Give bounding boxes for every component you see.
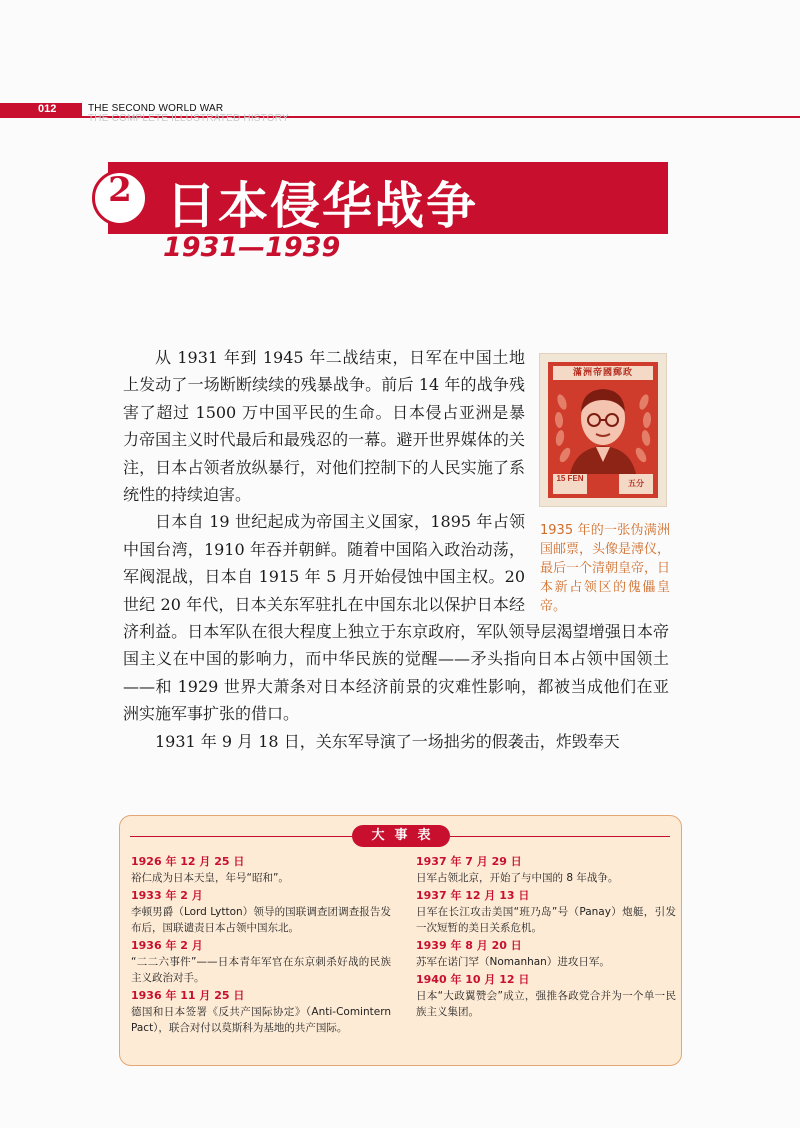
event-date: 1936 年 11 月 25 日 <box>131 989 245 1002</box>
event-text: 裕仁成为日本天皇，年号“昭和”。 <box>131 872 289 884</box>
chapter-years: 1931—1939 <box>163 232 341 263</box>
event-text: 苏军在诺门罕（Nomanhan）进攻日军。 <box>416 956 610 968</box>
chronology-event <box>131 937 391 986</box>
event-text: 德国和日本签署《反共产国际协定》（Anti-Comintern Pact），联合对付以莫斯科为基地的共产国际。 <box>131 1006 391 1034</box>
event-date: 1937 年 12 月 13 日 <box>416 889 530 902</box>
event-date: 1933 年 2 月 <box>131 889 203 902</box>
paragraph: 日本自 19 世纪起成为帝国主义国家，1895 年占领中国台湾，1910 年吞并朝鲜。随着中国陷入政治动荡，军阀混战，日本自 1915 年 5 月开始侵蚀中国主权。20 世纪 20 年代，日本关东军驻扎在中国东北以保护日本经济利益。日本军队在很大程度上独立于东京政府，军队领导层渴望增强日本帝国主义在中国的影响力，而中华民族的觉醒——矛头指向日本占领中国领土——和 1929 世界大萧条对日本经济前景的灾难性影响，都被当成他们在亚洲实施军事扩张的借口。 <box>123 512 669 724</box>
chapter-number: 2 <box>108 170 132 210</box>
stamp-caption: 1935 年的一张伪满洲国邮票，头像是溥仪，最后一个清朝皇帝，日本新占领区的傀儡皇帝。 <box>540 523 671 614</box>
series-subtitle: THE COMPLETE ILLUSTRATED HISTORY <box>88 113 289 124</box>
paragraph: 从 1931 年到 1945 年二战结束，日军在中国土地上发动了一场断断续续的残暴战争。前后 14 年的战争残害了超过 1500 万中国平民的生命。日本侵占亚洲是暴力帝国主义时代最后和最残忍的一幕。避开世界媒体的关注，日本占领者放纵暴行，对他们控制下的人民实施了系统性的持续迫害。 <box>123 348 525 505</box>
chronology-rule-right <box>450 836 670 837</box>
chronology-box <box>119 815 682 1066</box>
chronology-right-column <box>416 853 676 1021</box>
event-text: “二二六事件”——日本青年军官在东京刺杀好战的民族主义政治对手。 <box>131 956 391 984</box>
chronology-event <box>416 937 676 970</box>
event-text: 日军占领北京，开始了与中国的 8 年战争。 <box>416 872 619 884</box>
stamp-value-right: 五分 <box>619 474 653 494</box>
chronology-event <box>416 853 676 886</box>
event-text: 日本“大政翼赞会”成立，强推各政党合并为一个单一民族主义集团。 <box>416 990 676 1018</box>
stamp-value-left: 15 FEN <box>553 474 587 494</box>
stamp-top-text: 滿洲帝國郵政 <box>553 366 653 380</box>
chronology-left-column <box>131 853 391 1037</box>
stamp-image <box>540 354 666 506</box>
chronology-rule-left <box>130 836 352 837</box>
event-date: 1939 年 8 月 20 日 <box>416 939 522 952</box>
paragraph: 1931 年 9 月 18 日，关东军导演了一场拙劣的假袭击，炸毁奉天 <box>155 731 620 751</box>
chronology-event <box>416 887 676 936</box>
chronology-event <box>131 853 391 886</box>
chronology-heading: 大事表 <box>352 825 450 847</box>
page-number: 012 <box>38 103 57 115</box>
chronology-event <box>131 887 391 936</box>
event-date: 1936 年 2 月 <box>131 939 203 952</box>
chronology-event <box>131 987 391 1036</box>
chronology-event <box>416 971 676 1020</box>
event-date: 1926 年 12 月 25 日 <box>131 855 245 868</box>
event-text: 日军在长江攻击美国“班乃岛”号（Panay）炮艇，引发一次短暂的美日关系危机。 <box>416 906 676 934</box>
event-date: 1937 年 7 月 29 日 <box>416 855 522 868</box>
stamp-frame <box>548 362 658 498</box>
chapter-title: 日本侵华战争 <box>166 177 478 235</box>
event-date: 1940 年 10 月 12 日 <box>416 973 530 986</box>
event-text: 李顿男爵（Lord Lytton）领导的国联调查团调查报告发布后，国联谴责日本占领中国东北。 <box>131 906 391 934</box>
series-title: THE SECOND WORLD WAR <box>88 103 224 114</box>
